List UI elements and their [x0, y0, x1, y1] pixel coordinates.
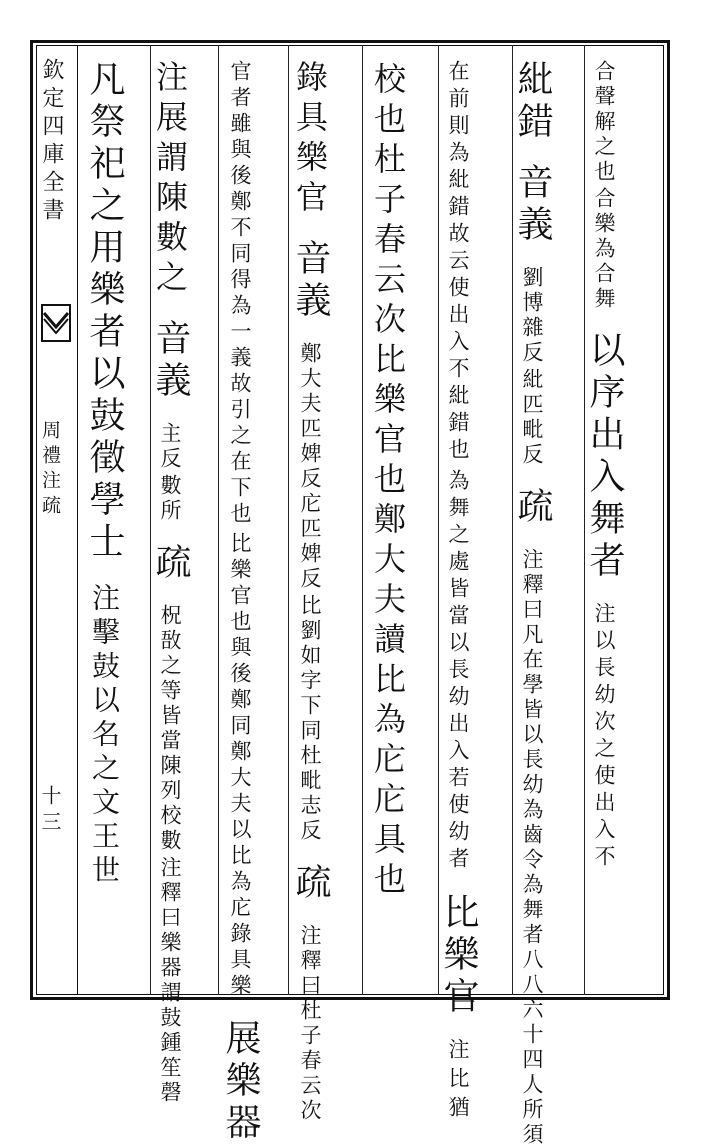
text-column-2 [512, 60, 553, 1148]
split-note [229, 60, 250, 1000]
note-line-right: 數所 [158, 474, 182, 524]
yinyi-label: 音義 [290, 239, 331, 323]
text-column-8 [84, 60, 125, 889]
shu-label: 疏 [150, 543, 191, 585]
commentary-text: 錄具樂官 [291, 60, 329, 220]
text-column-4 [369, 62, 407, 902]
column-divider [218, 45, 219, 995]
note-line-right: 紕匹毗反 [520, 368, 544, 468]
split-note [521, 266, 542, 468]
commentary-text: 校也杜子春云次比樂官也鄭大夫讀比為庀庀具也 [369, 62, 407, 902]
note-line-left: 在前則為紕錯故云使出入不紕錯也 [446, 60, 470, 465]
note-line-right: 注釋曰樂器謂鼓鍾笙磬 [158, 856, 182, 1106]
yinyi-label: 音義 [512, 163, 553, 247]
column-divider [288, 45, 289, 995]
note-line-left: 劉博雜反 [520, 266, 544, 366]
text-column-7 [150, 60, 191, 1106]
margin-rule [77, 45, 78, 995]
shu-label: 疏 [512, 487, 553, 529]
note-line-left: 鄭大夫匹婢反庀匹婢反 [298, 342, 322, 592]
yinyi-label: 音義 [150, 319, 191, 403]
main-text: 凡祭祀之用樂者以鼓徵學士 [84, 60, 125, 564]
split-note [593, 60, 614, 312]
page-number: 十三 [38, 785, 62, 837]
commentary-text: 注擊鼓以名之文王世 [88, 583, 121, 889]
commentary-text: 注展謂陳數之 [151, 60, 189, 300]
book-title: 欽定四庫全書 [39, 58, 64, 226]
text-column-6 [220, 60, 261, 1145]
volume-title: 周禮注疏 [39, 420, 61, 520]
main-text: 紕錯 [512, 60, 553, 144]
split-note [159, 604, 180, 1106]
main-text: 以序出入舞者 [584, 331, 625, 583]
inner-border [36, 45, 664, 995]
note-line-right: 比劉如字下同杜毗志反 [298, 594, 322, 844]
column-divider [438, 45, 439, 995]
note-line-right: 為舞之處皆當以長幼出入若使幼者 [446, 469, 470, 874]
note-line-right: 比樂官也與後鄭同鄭大夫以比為庀錄具樂 [228, 532, 252, 1000]
text-column-3 [438, 60, 479, 1125]
main-text: 展樂器 [220, 1019, 261, 1145]
split-note [299, 342, 320, 844]
commentary-text: 注釋曰凡在學皆以長幼為齒令為舞者八八六十四人所須 [520, 548, 544, 1148]
split-note [159, 422, 180, 524]
commentary-text: 注比猶 [446, 1038, 470, 1125]
shu-label: 疏 [290, 863, 331, 905]
text-column-5 [290, 60, 331, 1124]
column-divider [362, 45, 363, 995]
main-text: 比樂官 [438, 893, 479, 1019]
fish-tail-mark-icon [40, 303, 72, 343]
note-line-left: 合聲解之也 [592, 60, 616, 185]
split-note [447, 60, 468, 874]
note-line-left: 柷敔之等皆當陳列校數 [158, 604, 182, 854]
commentary-text: 注釋曰杜子春云次 [298, 924, 322, 1124]
note-line-left: 官者雖與後鄭不同得為一義故引之在下也 [228, 60, 252, 528]
text-column-1 [584, 60, 625, 872]
note-line-right: 合樂為合舞 [592, 187, 616, 312]
note-line-left: 主反 [158, 422, 182, 472]
commentary-text: 注以長幼次之使出入不 [592, 602, 616, 872]
